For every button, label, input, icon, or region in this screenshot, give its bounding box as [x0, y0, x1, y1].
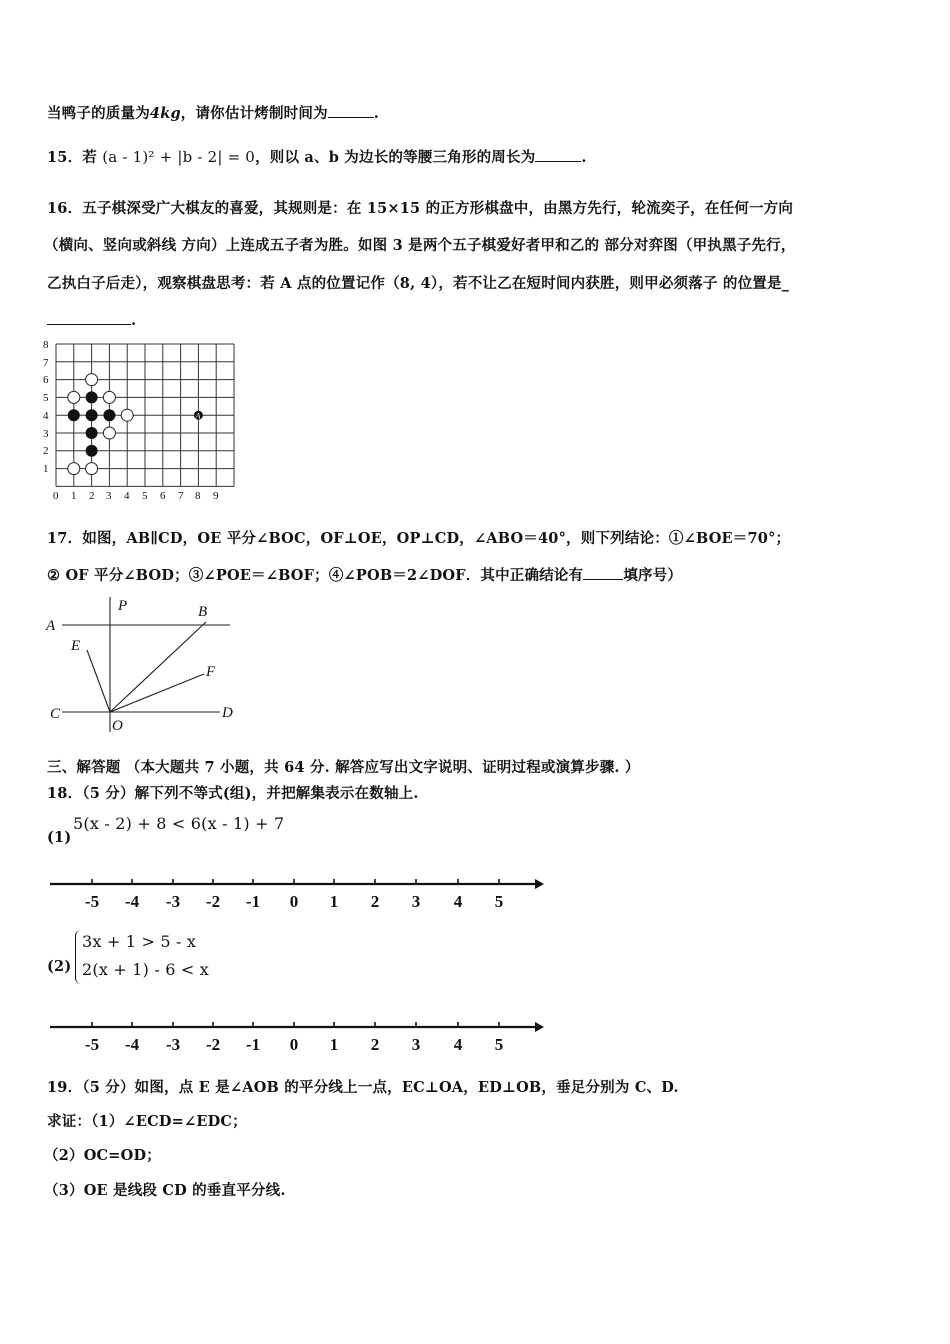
system-brace [75, 930, 82, 984]
q-prev-text-b: ，请你估计烤制时间为 [180, 105, 328, 122]
axis-tick-label: -2 [205, 1035, 221, 1054]
q19-title: 19．（5 分）如图，点 E 是∠AOB 的平分线上一点，EC⊥OA，ED⊥OB，垂足分别为 C、D. [47, 1079, 679, 1096]
white-stone [86, 374, 98, 386]
axis-tick-label: -4 [124, 892, 140, 911]
label-f: F [206, 664, 216, 680]
black-stone [68, 409, 80, 421]
q18-part1-label: (1) [47, 829, 72, 846]
black-stone [86, 391, 98, 403]
answer-blank[interactable] [47, 310, 131, 325]
axis-tick-label: -5 [84, 1035, 100, 1054]
label-p: P [118, 598, 128, 614]
axis-tick-label: 3 [411, 892, 421, 911]
black-stone [86, 445, 98, 457]
axis-tick-label: -3 [165, 1035, 181, 1054]
q15-text: ，则以 a、b 为边长的等腰三角形的周长为 [255, 149, 536, 166]
q16-line-3: 乙执白子后走），观察棋盘思考：若 A 点的位置记作（8, 4），若不让乙在短时间内获胜，则甲必须落子 的位置是_ [47, 275, 790, 292]
line-ob [110, 622, 206, 712]
black-stone [86, 409, 98, 421]
line-of [110, 674, 204, 712]
axis-tick-label: -2 [205, 892, 221, 911]
q15-number: 15．若 [47, 149, 97, 166]
board-x-label: 6 [160, 490, 166, 502]
axis-tick-label: 1 [329, 892, 339, 911]
label-c: C [50, 706, 61, 722]
axis-tick-label: 2 [370, 892, 380, 911]
board-y-label: 7 [43, 357, 49, 369]
axis-tick-label: -1 [245, 892, 261, 911]
axis-tick-label: -3 [165, 892, 181, 911]
axis-tick-label: 4 [453, 892, 463, 911]
white-stone [68, 391, 80, 403]
board-y-label: 3 [43, 428, 49, 440]
label-a: A [46, 618, 56, 634]
label-e: E [71, 638, 81, 654]
board-y-label: 1 [43, 463, 49, 475]
axis-tick-label: 5 [494, 892, 504, 911]
label-o: O [112, 718, 123, 734]
number-line-1 [40, 874, 550, 914]
white-stone [68, 463, 80, 475]
board-x-label: 1 [71, 490, 77, 502]
q15-formula: (a - 1)² + |b - 2| = 0 [102, 148, 256, 166]
label-b: B [198, 604, 208, 620]
board-y-label: 8 [43, 339, 49, 351]
point-a-label: A [195, 411, 201, 421]
axis-tick-label: 5 [494, 1035, 504, 1054]
board-x-label: 9 [213, 490, 219, 502]
q19-proof-3: （3）OE 是线段 CD 的垂直平分线. [44, 1182, 286, 1199]
axis-tick-label: 2 [370, 1035, 380, 1054]
label-d: D [222, 705, 233, 721]
q18-part2-label: (2) [47, 958, 72, 975]
q19-proof-1: 求证：（1）∠ECD=∠EDC； [47, 1113, 247, 1130]
section3-title: 三、解答题 （本大题共 7 小题，共 64 分. 解答应写出文字说明、证明过程或演算步骤. ） [47, 759, 640, 776]
q-prev-value: 4kg [149, 105, 181, 122]
answer-blank[interactable] [535, 147, 581, 162]
axis-tick-label: 4 [453, 1035, 463, 1054]
answer-blank[interactable] [583, 565, 623, 580]
q17-geometry-figure [40, 592, 250, 742]
q19-proof-2: （2）OC=OD； [44, 1147, 161, 1164]
q18-title: 18．（5 分）解下列不等式(组)，并把解集表示在数轴上. [47, 785, 419, 802]
q15-line [47, 146, 587, 167]
white-stone [103, 391, 115, 403]
q-prev-line [47, 102, 379, 123]
axis-tick-label: 3 [411, 1035, 421, 1054]
board-y-label: 2 [43, 445, 49, 457]
gomoku-board-figure [38, 336, 248, 506]
board-y-label: 4 [43, 410, 49, 422]
q-prev-end: . [373, 105, 380, 122]
q17-line2-a: ② OF 平分∠BOD；③∠POE＝∠BOF；④∠POB＝2∠DOF．其中正确结论有 [47, 567, 584, 584]
q-prev-text-a: 当鸭子的质量为 [47, 105, 150, 122]
q16-line-4 [47, 310, 136, 329]
axis-tick-label: 0 [289, 892, 299, 911]
q15-end: . [581, 149, 587, 166]
axis-tick-label: -5 [84, 892, 100, 911]
q17-line-2 [47, 564, 682, 585]
board-x-label: 5 [142, 490, 148, 502]
board-y-label: 6 [43, 374, 49, 386]
answer-blank[interactable] [328, 103, 374, 118]
board-x-label: 3 [106, 490, 112, 502]
axis-tick-label: -1 [245, 1035, 261, 1054]
white-stone [103, 427, 115, 439]
board-x-label: 0 [53, 490, 59, 502]
board-x-label: 4 [124, 490, 130, 502]
board-x-label: 8 [195, 490, 201, 502]
white-stone [86, 463, 98, 475]
q16-line4-end: . [131, 312, 137, 329]
line-oe [87, 650, 110, 712]
q16-line-2: （横向、竖向或斜线 方向）上连成五子者为胜。如图 3 是两个五子棋爱好者甲和乙的 部分对弈图（甲执黑子先行， [44, 237, 796, 254]
axis-tick-label: -4 [124, 1035, 140, 1054]
q17-line-1: 17．如图，AB∥CD，OE 平分∠BOC，OF⊥OE，OP⊥CD，∠ABO＝40°，则下列结论：①∠BOE＝70°； [47, 530, 791, 547]
number-line-2 [40, 1017, 550, 1057]
q18-part2-eq2: 2(x + 1) - 6 < x [82, 960, 210, 979]
q16-line-1: 16．五子棋深受广大棋友的喜爱，其规则是：在 15×15 的正方形棋盘中，由黑方先行，轮流奕子，在任何一方向 [47, 200, 794, 217]
q18-part1-formula: 5(x - 2) + 8 < 6(x - 1) + 7 [73, 814, 285, 833]
board-y-label: 5 [43, 392, 49, 404]
black-stone [86, 427, 98, 439]
axis-tick-label: 1 [329, 1035, 339, 1054]
board-grid [56, 344, 234, 486]
q17-line2-b: 填序号） [623, 567, 683, 584]
black-stone [103, 409, 115, 421]
q18-part2-eq1: 3x + 1 > 5 - x [82, 932, 197, 951]
white-stone [121, 409, 133, 421]
axis-tick-label: 0 [289, 1035, 299, 1054]
board-x-label: 7 [178, 490, 184, 502]
board-x-label: 2 [89, 490, 95, 502]
